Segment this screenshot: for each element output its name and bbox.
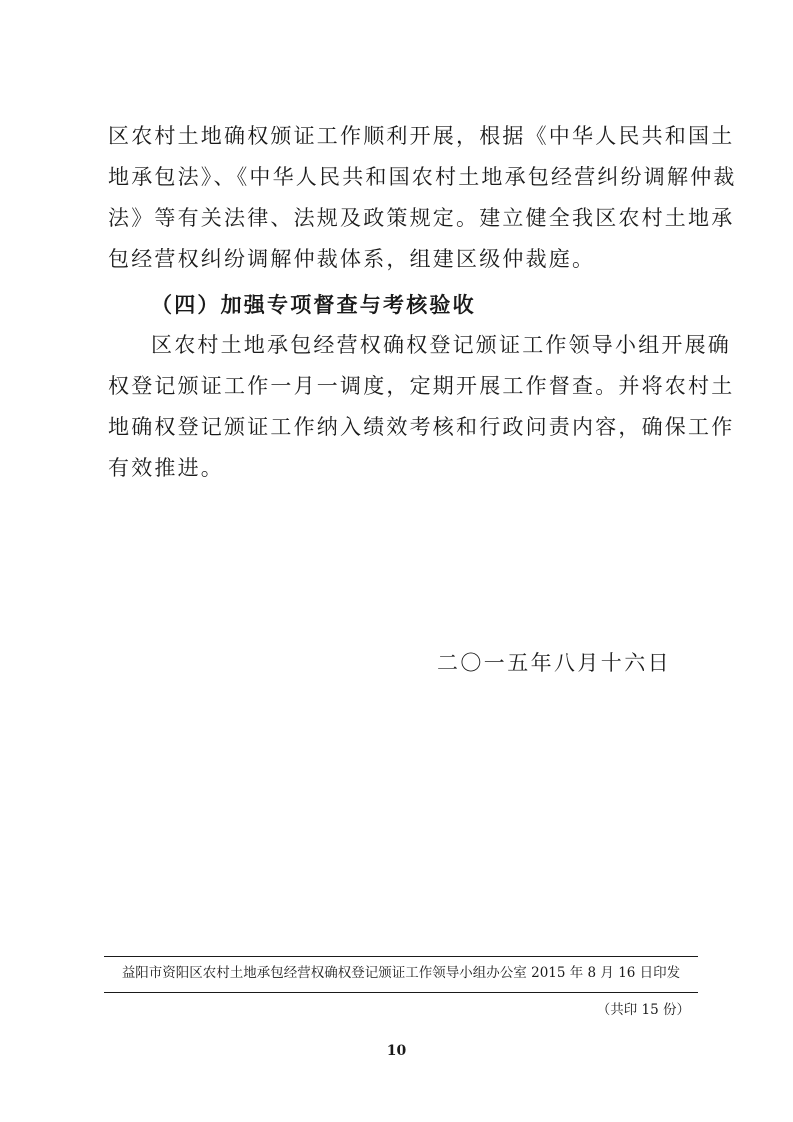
paragraph-line: 包经营权纠纷调解仲裁体系，组建区级仲裁庭。: [108, 247, 596, 271]
paragraph-line: 权登记颁证工作一月一调度，定期开展工作督查。并将农村土: [108, 374, 735, 398]
paragraph-supervision: [108, 325, 735, 489]
section-heading: （四）加强专项督查与考核验收: [151, 292, 476, 317]
paragraph-line: 地确权登记颁证工作纳入绩效考核和行政问责内容，确保工作: [108, 415, 735, 439]
footer-top-rule: [104, 956, 698, 957]
issuer-line: 益阳市资阳区农村土地承包经营权确权登记颁证工作领导小组办公室 2015 年 8 月 16 日印发: [121, 965, 681, 981]
paragraph-line: 区农村土地承包经营权确权登记颁证工作领导小组开展确: [151, 333, 731, 357]
page-number: 10: [386, 1043, 407, 1059]
document-date: 二〇一五年八月十六日: [437, 651, 671, 675]
paragraph-line: 区农村土地确权颁证工作顺利开展，根据《中华人民共和国土: [108, 124, 735, 148]
paragraph-line: 法》等有关法律、法规及政策规定。建立健全我区农村土地承: [108, 206, 735, 230]
paragraph-line: 有效推进。: [108, 456, 224, 480]
paragraph-line: 地承包法》、《中华人民共和国农村土地承包经营纠纷调解仲裁: [108, 165, 737, 189]
footer-bottom-rule: [104, 992, 698, 993]
copies-count: （共印 15 份）: [596, 1002, 690, 1018]
paragraph-continuation: [108, 116, 737, 280]
